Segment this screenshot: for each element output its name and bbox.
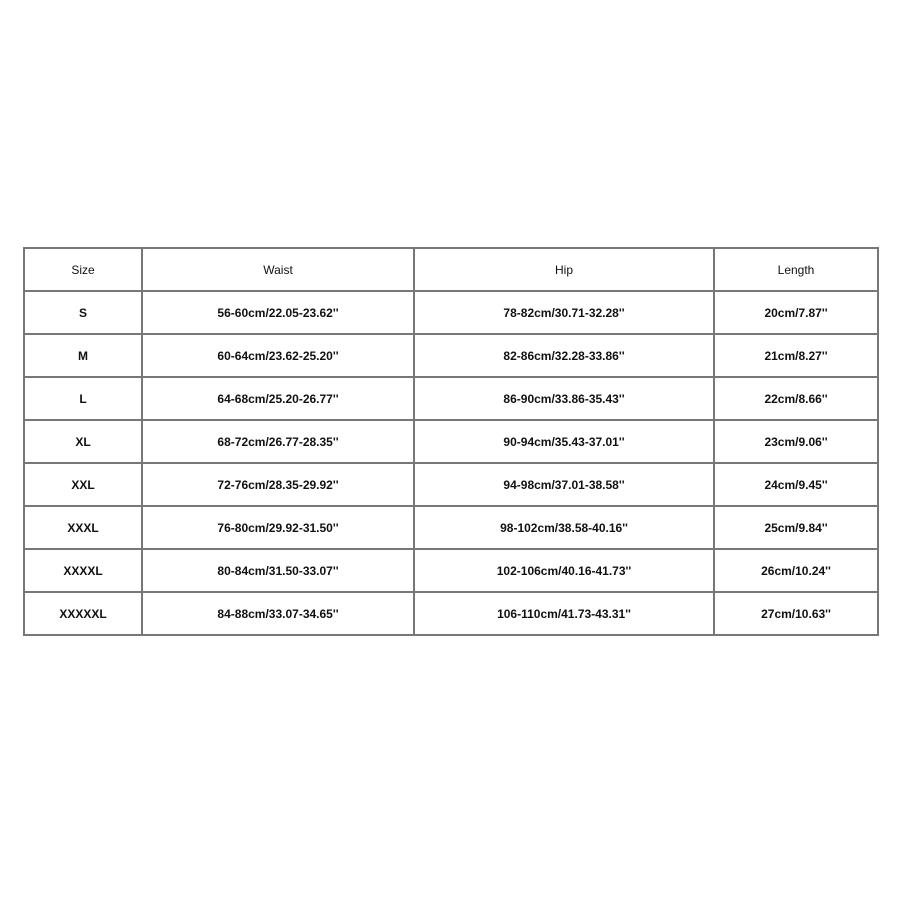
header-length: Length <box>714 248 878 291</box>
waist-cell: 64-68cm/25.20-26.77'' <box>142 377 414 420</box>
header-size: Size <box>24 248 142 291</box>
waist-cell: 76-80cm/29.92-31.50'' <box>142 506 414 549</box>
size-chart <box>23 247 877 636</box>
waist-cell: 56-60cm/22.05-23.62'' <box>142 291 414 334</box>
table-row <box>24 549 878 592</box>
hip-cell: 98-102cm/38.58-40.16'' <box>414 506 714 549</box>
hip-cell: 90-94cm/35.43-37.01'' <box>414 420 714 463</box>
waist-cell: 84-88cm/33.07-34.65'' <box>142 592 414 635</box>
length-cell: 23cm/9.06'' <box>714 420 878 463</box>
length-cell: 20cm/7.87'' <box>714 291 878 334</box>
hip-cell: 78-82cm/30.71-32.28'' <box>414 291 714 334</box>
size-cell: XXXL <box>24 506 142 549</box>
size-cell: M <box>24 334 142 377</box>
size-cell: XXXXXL <box>24 592 142 635</box>
table-row <box>24 592 878 635</box>
hip-cell: 86-90cm/33.86-35.43'' <box>414 377 714 420</box>
size-cell: XL <box>24 420 142 463</box>
size-cell: XXL <box>24 463 142 506</box>
length-cell: 26cm/10.24'' <box>714 549 878 592</box>
waist-cell: 60-64cm/23.62-25.20'' <box>142 334 414 377</box>
header-waist: Waist <box>142 248 414 291</box>
header-hip: Hip <box>414 248 714 291</box>
table-row <box>24 377 878 420</box>
size-cell: XXXXL <box>24 549 142 592</box>
table-row <box>24 291 878 334</box>
table-row <box>24 506 878 549</box>
waist-cell: 80-84cm/31.50-33.07'' <box>142 549 414 592</box>
table-row <box>24 420 878 463</box>
hip-cell: 106-110cm/41.73-43.31'' <box>414 592 714 635</box>
table-row <box>24 463 878 506</box>
hip-cell: 102-106cm/40.16-41.73'' <box>414 549 714 592</box>
length-cell: 22cm/8.66'' <box>714 377 878 420</box>
length-cell: 21cm/8.27'' <box>714 334 878 377</box>
length-cell: 25cm/9.84'' <box>714 506 878 549</box>
hip-cell: 94-98cm/37.01-38.58'' <box>414 463 714 506</box>
hip-cell: 82-86cm/32.28-33.86'' <box>414 334 714 377</box>
length-cell: 24cm/9.45'' <box>714 463 878 506</box>
header-row <box>24 248 878 291</box>
size-cell: S <box>24 291 142 334</box>
size-cell: L <box>24 377 142 420</box>
size-table <box>23 247 879 636</box>
length-cell: 27cm/10.63'' <box>714 592 878 635</box>
waist-cell: 68-72cm/26.77-28.35'' <box>142 420 414 463</box>
waist-cell: 72-76cm/28.35-29.92'' <box>142 463 414 506</box>
table-row <box>24 334 878 377</box>
